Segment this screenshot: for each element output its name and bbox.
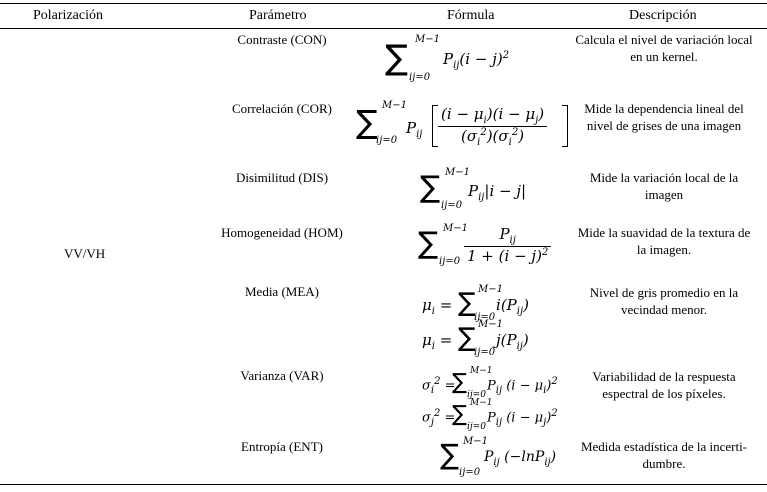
formula-mea: $\mu_i$ = ∑ M−1 ij=0 $i(P_{ij})$ $\mu_i$ = ∑ M−1 ij=0 $j(P_{ij})$ [422,284,529,358]
param-ent: Entropía (ENT) [241,439,323,454]
header-parametro: Parámetro [249,8,307,23]
header-polarizacion: Polarización [33,8,103,23]
formula-con: ∑ M−1 ij=0 $P_{ij}(i - j)^2$ [385,34,510,83]
desc-con: Calcula el nivel de variación local en un kernel. [575,32,753,64]
formula-var: $\sigma_i^2$ = ∑ M−1 ij=0 $P_{ij}$ $(i - \mu_i)^2$ $\sigma_j^2$ = ∑ M−1 ij=0 $P_{ij}$ $(i - \mu_j)^2$ [422,366,558,432]
formula-cor: ∑ M−1 ij=0 $P_{ij}$ $\frac{(i - \mu_i)(i - \mu_j)}{(\sigma_i^2)(\sigma_i^2)}$ [356,103,571,163]
param-cor: Correlación (COR) [231,101,333,116]
desc-dis: Mide la variación local de la imagen [589,170,739,202]
param-var: Varianza (VAR) [240,368,324,383]
formula-hom: ∑ M−1 ij=0 $\frac{P_{ij}}{1 + (i - j)^2}$ [418,226,568,272]
desc-mea: Nivel de gris promedio en la vecindad menor. [589,285,739,317]
desc-var: Variabilidad de la respuesta espectral de los píxeles. [592,369,736,401]
desc-cor: Mide la dependencia lineal del nivel de grises de una imagen [584,101,744,133]
param-hom: Homogeneidad (HOM) [221,225,343,240]
desc-hom: Mide la suavidad de la textura de la imagen. [577,225,751,257]
header-formula: Fórmula [447,8,495,23]
param-mea: Media (MEA) [244,284,320,299]
formula-dis: ∑ M−1 ij=0 $P_{ij}|i - j|$ [420,167,527,211]
bottom-rule [0,484,767,485]
header-descripcion: Descripción [629,8,697,23]
param-dis: Disimilitud (DIS) [235,170,329,185]
header-rule [0,28,767,29]
desc-ent: Medida estadística de la incerti- dumbre. [580,439,748,471]
param-con: Contraste (CON) [237,32,327,47]
polarization-value: VV/VH [64,246,106,261]
formula-ent: ∑ M−1 ij=0 $P_{ij}$ (−lnP$_{ij}$) [440,436,557,478]
top-rule [0,3,767,4]
